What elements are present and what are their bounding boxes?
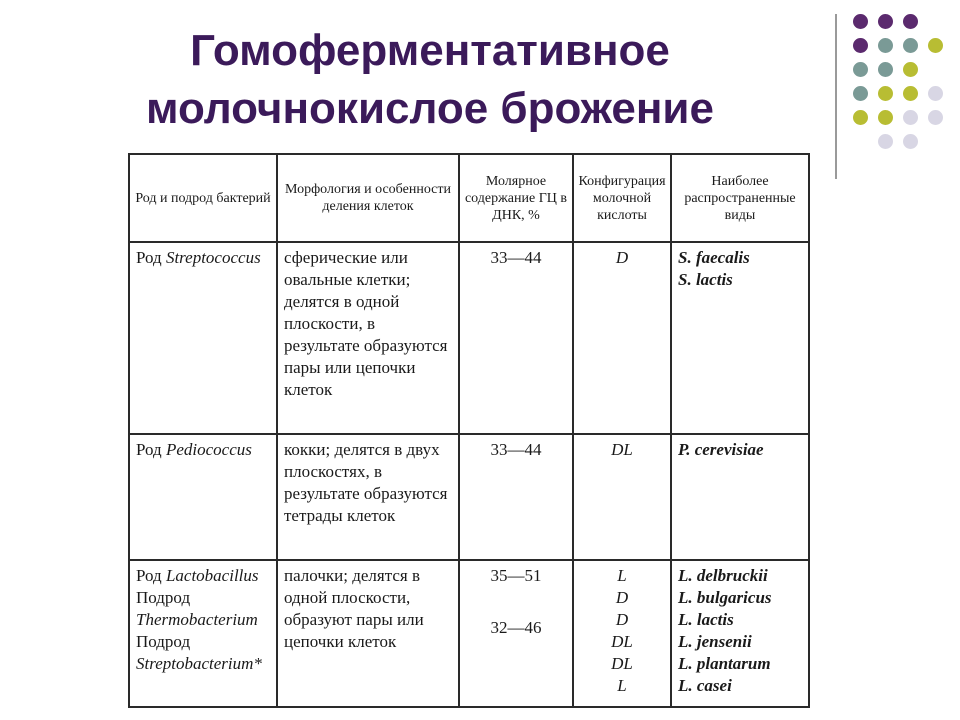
genus-name: Pediococcus — [165, 440, 252, 459]
species-item: L. jensenii — [678, 632, 752, 651]
gc-cell — [459, 560, 573, 707]
decorative-vertical-line — [835, 14, 837, 179]
config-value: L — [617, 676, 627, 695]
genus-prefix: Род — [136, 440, 166, 459]
genus-name: Streptococcus — [165, 248, 261, 267]
decorative-dot — [903, 14, 918, 29]
decorative-dot — [903, 62, 918, 77]
subgenus-prefix: Подрод — [136, 632, 191, 651]
header-morphology: Морфология и особенности деления клеток — [277, 154, 459, 242]
slide-title-line-2: молочнокислое брожение — [146, 84, 714, 133]
header-gc-content: Молярное содержание ГЦ в ДНК, % — [459, 154, 573, 242]
species-item: L. plantarum — [678, 654, 771, 673]
bacteria-table-container — [128, 153, 808, 708]
header-lactic-config: Конфигурация молочной кислоты — [573, 154, 671, 242]
gc-cell: 33—44 — [459, 434, 573, 560]
decorative-dot — [853, 14, 868, 29]
config-cell: DL — [573, 434, 671, 560]
gc-spacer — [466, 587, 566, 617]
genus-name: Lactobacillus — [165, 566, 259, 585]
subgenus-name: Thermobacterium — [136, 610, 258, 629]
morphology-cell: сферические или овальные клетки; делятся в одной плоскости, в результате образуются пары или цепочки клеток — [277, 242, 459, 434]
species-cell — [671, 242, 809, 434]
table-row — [129, 242, 809, 434]
morphology-cell: палочки; делятся в одной плоскости, образуют пары или цепочки клеток — [277, 560, 459, 707]
slide-title — [40, 22, 820, 138]
species-item: L. casei — [678, 676, 732, 695]
decorative-dot — [928, 110, 943, 125]
subgenus-prefix: Подрод — [136, 588, 191, 607]
genus-prefix: Род — [136, 248, 166, 267]
subgenus-line — [136, 631, 270, 675]
decorative-dot — [878, 86, 893, 101]
genus-cell — [129, 242, 277, 434]
header-species: Наиболее распространенные виды — [671, 154, 809, 242]
decorative-dot — [878, 134, 893, 149]
morphology-cell: кокки; делятся в двух плоскостях, в результате образуются тетрады клеток — [277, 434, 459, 560]
genus-prefix: Род — [136, 566, 166, 585]
table-header-row — [129, 154, 809, 242]
decorative-dot — [878, 110, 893, 125]
table-row — [129, 434, 809, 560]
config-cell — [573, 560, 671, 707]
decorative-dot — [928, 86, 943, 101]
species-item: P. cerevisiae — [678, 440, 764, 459]
bacteria-table — [128, 153, 810, 708]
decorative-dot — [928, 134, 943, 149]
decorative-dot — [853, 38, 868, 53]
subgenus-name: Streptobacterium* — [136, 654, 262, 673]
decorative-dot — [903, 110, 918, 125]
species-item: S. lactis — [678, 270, 733, 289]
genus-cell — [129, 434, 277, 560]
genus-cell — [129, 560, 277, 707]
decorative-dot — [928, 14, 943, 29]
config-value: D — [615, 610, 629, 629]
config-value: DL — [611, 654, 633, 673]
decorative-dot — [903, 134, 918, 149]
gc-cell: 33—44 — [459, 242, 573, 434]
decorative-dot-grid — [853, 14, 949, 154]
slide-title-line-1: Гомоферментативное — [190, 26, 670, 75]
species-cell — [671, 560, 809, 707]
genus-line — [136, 565, 270, 587]
gc-value: 32—46 — [490, 618, 542, 637]
species-item: L. delbruckii — [678, 566, 768, 585]
decorative-dot — [878, 62, 893, 77]
config-value: DL — [611, 632, 633, 651]
header-genus: Род и подрод бактерий — [129, 154, 277, 242]
decorative-dot — [903, 38, 918, 53]
species-item: S. faecalis — [678, 248, 750, 267]
decorative-dot — [853, 62, 868, 77]
species-item: L. lactis — [678, 610, 734, 629]
gc-value: 35—51 — [490, 566, 542, 585]
config-cell: D — [573, 242, 671, 434]
subgenus-line — [136, 587, 270, 631]
decorative-dot — [853, 86, 868, 101]
decorative-dot — [928, 62, 943, 77]
species-cell — [671, 434, 809, 560]
species-item: L. bulgaricus — [678, 588, 772, 607]
config-value: D — [615, 588, 629, 607]
decorative-dot — [928, 38, 943, 53]
config-value: L — [617, 566, 627, 585]
decorative-dot — [878, 38, 893, 53]
decorative-dot — [853, 134, 868, 149]
decorative-dot — [903, 86, 918, 101]
decorative-dot — [853, 110, 868, 125]
decorative-dot — [878, 14, 893, 29]
table-row — [129, 560, 809, 707]
